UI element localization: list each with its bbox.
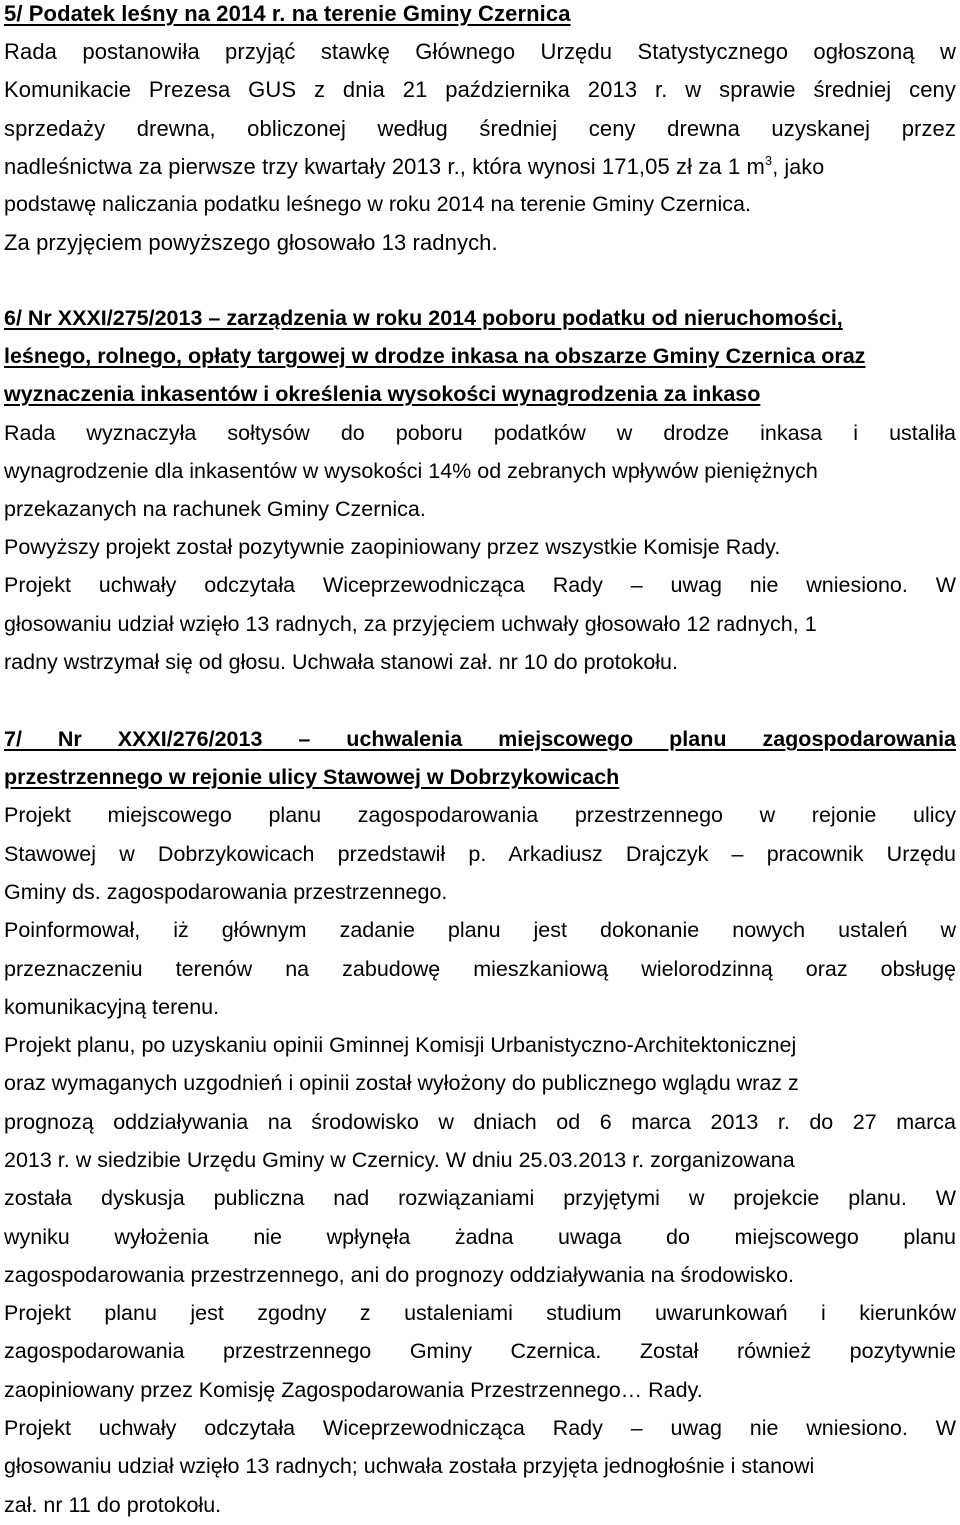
section-7-text-line: Projekt uchwały odczytała Wiceprzewodnicząca Rady – uwag nie wniesiono. W	[4, 1416, 956, 1440]
section-5-text-line: Rada postanowiła przyjąć stawkę Głównego Urzędu Statystycznego ogłoszoną w	[4, 39, 956, 64]
section-7-heading-line: przestrzennego w rejonie ulicy Stawowej w Dobrzykowicach	[4, 765, 620, 789]
section-6-text-line: Powyższy projekt został pozytywnie zaopiniowany przez wszystkie Komisje Rady.	[4, 535, 781, 559]
section-5-text-line-with-superscript	[4, 153, 956, 179]
section-7-text-line: Projekt planu, po uzyskaniu opinii Gminnej Komisji Urbanistyczno-Architektonicznej	[4, 1033, 797, 1057]
section-7-text-line: przeznaczeniu terenów na zabudowę mieszkaniową wielorodzinną oraz obsługę	[4, 957, 956, 981]
section-7-text-line: głosowaniu udział wzięło 13 radnych; uchwała została przyjęta jednogłośnie i stanowi	[4, 1454, 815, 1478]
section-7-text-line: oraz wymaganych uzgodnień i opinii został wyłożony do publicznego wglądu wraz z	[4, 1071, 799, 1095]
section-6-heading-line: 6/ Nr XXXI/275/2013 – zarządzenia w roku 2014 poboru podatku od nieruchomości,	[4, 306, 843, 330]
section-6-text-line: Projekt uchwały odczytała Wiceprzewodnicząca Rady – uwag nie wniesiono. W	[4, 573, 956, 597]
superscript-cubic: 3	[764, 153, 773, 168]
section-7-text-line: komunikacyjną terenu.	[4, 995, 220, 1019]
section-7-text-line: Projekt miejscowego planu zagospodarowania przestrzennego w rejonie ulicy	[4, 803, 956, 827]
section-5-text-line: Za przyjęciem powyższego głosowało 13 radnych.	[4, 230, 498, 255]
section-7-text-line: Stawowej w Dobrzykowicach przedstawił p. Arkadiusz Drajczyk – pracownik Urzędu	[4, 842, 956, 866]
section-6-text-line: przekazanych na rachunek Gminy Czernica.	[4, 497, 426, 521]
section-5-text: nadleśnictwa za pierwsze trzy kwartały 2013 r., która wynosi 171,05 zł za 1 m	[4, 154, 765, 179]
section-6-text-line: głosowaniu udział wzięło 13 radnych, za przyjęciem uchwały głosowało 12 radnych, 1	[4, 612, 817, 636]
section-6-heading-line: leśnego, rolnego, opłaty targowej w drodze inkasa na obszarze Gminy Czernica oraz	[4, 344, 866, 368]
section-7-text-line: Projekt planu jest zgodny z ustaleniami studium uwarunkowań i kierunków	[4, 1301, 956, 1325]
section-7-text-line: 2013 r. w siedzibie Urzędu Gminy w Czernicy. W dniu 25.03.2013 r. zorganizowana	[4, 1148, 795, 1172]
section-6-text-line: wynagrodzenie dla inkasentów w wysokości 14% od zebranych wpływów pieniężnych	[4, 459, 818, 483]
section-5-heading: 5/ Podatek leśny na 2014 r. na terenie Gminy Czernica	[4, 1, 571, 26]
section-5-text-line: sprzedaży drewna, obliczonej według średniej ceny drewna uzyskanej przez	[4, 116, 956, 141]
section-6-text-line: Rada wyznaczyła sołtysów do poboru podatków w drodze inkasa i ustaliła	[4, 421, 956, 445]
section-7-heading-line: 7/ Nr XXXI/276/2013 – uchwalenia miejscowego planu zagospodarowania	[4, 727, 956, 751]
section-7-text-line: prognozą oddziaływania na środowisko w dniach od 6 marca 2013 r. do 27 marca	[4, 1110, 956, 1134]
section-7-text-line: Poinformował, iż głównym zadanie planu jest dokonanie nowych ustaleń w	[4, 918, 956, 942]
section-7-text-line: zał. nr 11 do protokołu.	[4, 1493, 222, 1517]
section-5-text-line: podstawę naliczania podatku leśnego w roku 2014 na terenie Gminy Czernica.	[4, 192, 751, 216]
section-6-heading-line: wyznaczenia inkasentów i określenia wysokości wynagrodzenia za inkaso	[4, 382, 761, 406]
section-7-text-line: zaopiniowany przez Komisję Zagospodarowania Przestrzennego… Rady.	[4, 1378, 703, 1402]
section-7-text-line: została dyskusja publiczna nad rozwiązaniami przyjętymi w projekcie planu. W	[4, 1186, 956, 1210]
section-5-text-line: Komunikacie Prezesa GUS z dnia 21 października 2013 r. w sprawie średniej ceny	[4, 77, 956, 102]
section-5-text-tail: , jako	[772, 155, 825, 179]
section-7-text-line: zagospodarowania przestrzennego, ani do prognozy oddziaływania na środowisko.	[4, 1263, 795, 1287]
section-7-text-line: wyniku wyłożenia nie wpłynęła żadna uwaga do miejscowego planu	[4, 1225, 956, 1249]
section-7-text-line: zagospodarowania przestrzennego Gminy Czernica. Został również pozytywnie	[4, 1339, 956, 1363]
section-7-text-line: Gminy ds. zagospodarowania przestrzennego.	[4, 880, 448, 904]
section-6-text-line: radny wstrzymał się od głosu. Uchwała stanowi zał. nr 10 do protokołu.	[4, 650, 678, 674]
